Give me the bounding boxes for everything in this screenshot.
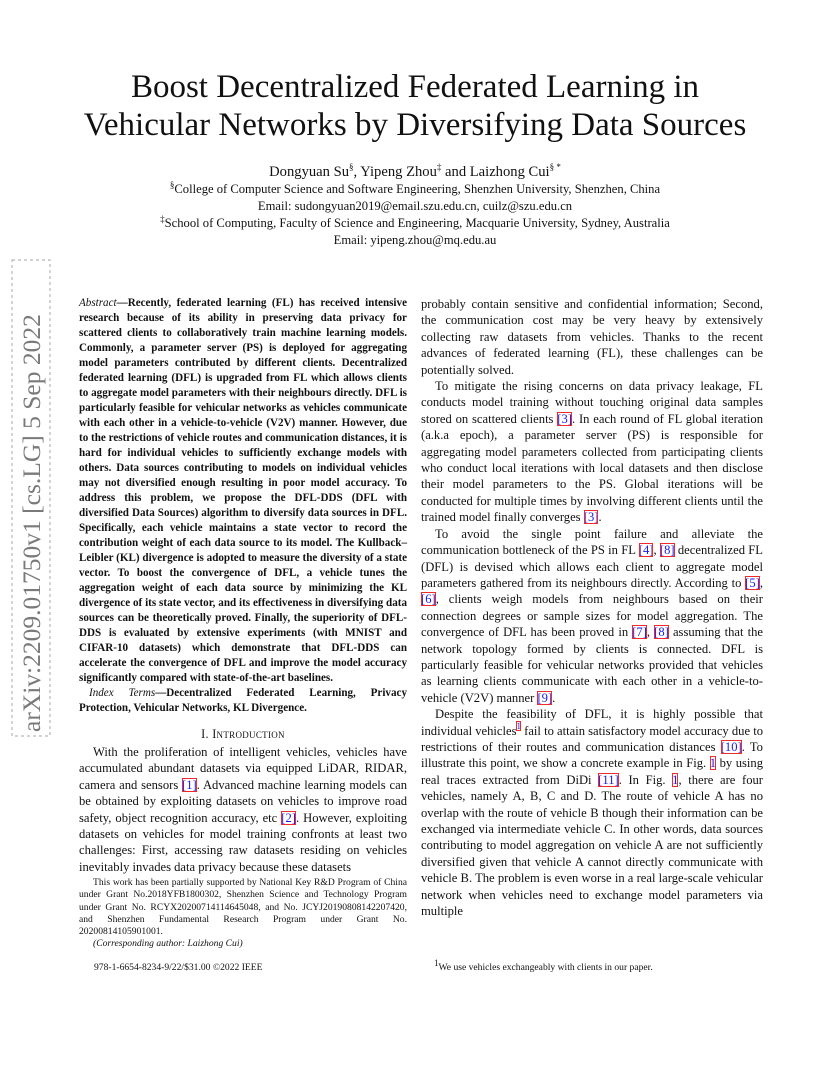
abstract-label: Abstract <box>79 297 117 309</box>
email-1: Email: sudongyuan2019@email.szu.edu.cn, cuilz@szu.edu.cn <box>257 199 573 213</box>
abstract <box>79 296 407 686</box>
title-line-1: Boost Decentralized Federated Learning in <box>130 69 700 105</box>
index-terms-label: Index Terms <box>89 687 156 699</box>
citation-link[interactable]: [3] <box>583 510 599 525</box>
citation-link[interactable]: [10] <box>720 739 742 754</box>
citation-link[interactable]: [8] <box>659 543 675 558</box>
author-list: Dongyuan Su§, Yipeng Zhou‡ and Laizhong Cui§ * <box>269 162 561 180</box>
section-heading-introduction: I. Introduction <box>201 727 285 741</box>
citation-link[interactable]: [6] <box>421 592 436 607</box>
citation-link[interactable]: [1] <box>182 777 197 792</box>
affiliation-2: ‡School of Computing, Faculty of Science and Engineering, Macquarie University, Sydney, Australia <box>160 213 670 230</box>
title-line-2: Vehicular Networks by Diversifying Data Sources <box>83 107 747 143</box>
figure-link[interactable]: 1 <box>709 756 717 771</box>
intro-paragraph-3: To avoid the single point failure and alleviate the communication bottleneck of the PS in FL [4], [8] decentralized FL (DFL) is devised which allows each client to aggregate model parameters gathered from its neighbours directly. According to [5], [6], clients weigh models from neighbours based on their connection degrees or sample sizes for model aggregation. The convergence of DFL has been proved in [7], [8] assuming that the network topology formed by clients is connected. DFL is particularly feasible for vehicular networks provided that vehicles as learning clients communicate with each other in a vehicle-to-vehicle (V2V) manner [9]. <box>421 526 763 705</box>
figure-link[interactable]: 1 <box>672 772 679 787</box>
intro-paragraph-2: To mitigate the rising concerns on data privacy leakage, FL conducts model training without touching original data samples stored on scattered clients [3]. In each round of FL global iteration (a.k.a epoch), a parameter server (PS) is responsible for aggregating model parameters collected from participating clients who conduct local iterations with local datasets and then disclose their model parameters to the PS. Global iterations will be conducted for multiple times by involving different clients until the trained model finally converges [3]. <box>421 379 763 525</box>
abstract-body: —Recently, federated learning (FL) has received intensive research because of its ability in preserving data privacy for scattered clients to collaboratively train machine learning models. Commonly, a parameter server (PS) is deployed for aggregating model parameters contributed by different clients. Decentralized federated learning (DFL) is upgraded from FL which allows clients to aggregate model parameters with their neighbours directly. DFL is particularly feasible for vehicular networks as vehicles communicate with each other in a vehicle-to-vehicle (V2V) manner. However, due to the restrictions of vehicle routes and communication distances, it is hard for individual vehicles to sufficiently exchange models with others. Data sources contributing to models on individual vehicles may not diversified enough resulting in poor model accuracy. To address this problem, we propose the DFL-DDS (DFL with diversified Data Sources) algorithm to diversify data sources in DFL. Specifically, each vehicle maintains a state vector to record the contribution weight of each data source to its model. The Kullback–Leibler (KL) divergence is adopted to measure the diversity of a state vector. To boost the convergence of DFL, a vehicle tunes the aggregation weight of each data source by minimizing the KL divergence of its state vector, and its effectiveness in diversifying data sources can be theoretically proved. Finally, the superiority of DFL-DDS is evaluated by extensive experiments (with MNIST and CIFAR-10 datasets) which demonstrate that DFL-DDS can accelerate the convergence of DFL and improve the model accuracy significantly compared with state-of-the-art baselines. <box>79 297 407 684</box>
citation-link[interactable]: [8] <box>654 625 669 640</box>
left-column <box>79 296 407 875</box>
citation-link[interactable]: [3] <box>557 411 572 426</box>
corresponding-author: (Corresponding author: Laizhong Cui) <box>93 938 243 950</box>
intro-paragraph-4: Despite the feasibility of DFL, it is highly possible that individual vehicles$^1$ fail to attain satisfactory model accuracy due to restrictions of their routes and communication distances [10]. To illustrate this point, we show a concrete example in Fig. 1 by using real traces extracted from DiDi [11]. In Fig. 1, there are four vehicles, namely A, B, C and D. The route of vehicle A has no overlap with the route of vehicle B though their information can be exchanged via intermediate vehicle C. In other words, data sources contributing to model aggregation on vehicle A are not sufficiently diversified given that vehicle A cannot directly communicate with vehicle B. The problem is even worse in a real large-scale vehicular network when vehicles need to exchange model parameters via multiple <box>421 707 763 919</box>
isbn-copyright: 978-1-6654-8234-9/22/$31.00 ©2022 IEEE <box>94 962 263 973</box>
citation-link[interactable]: [11] <box>598 772 619 787</box>
arxiv-identifier[interactable] <box>10 258 52 738</box>
citation-link[interactable]: [2] <box>281 810 296 825</box>
right-column <box>421 296 763 919</box>
citation-link[interactable]: [5] <box>745 575 760 590</box>
index-terms-body: —Decentralized Federated Learning, Privacy Protection, Vehicular Networks, KL Divergence. <box>79 687 407 714</box>
affiliation-1: §College of Computer Science and Software Engineering, Shenzhen University, Shenzhen, China <box>169 179 661 196</box>
citation-link[interactable]: [4] <box>638 543 654 558</box>
arxiv-identifier-text: arXiv:2209.01750v1 [cs.LG] 5 Sep 2022 <box>17 314 46 732</box>
citation-link[interactable]: [9] <box>537 690 553 705</box>
paper-title <box>40 68 790 144</box>
intro-paragraph-1: With the proliferation of intelligent vehicles, vehicles have accumulated abundant datasets via equipped LiDAR, RIDAR, camera and sensors [1]. Advanced machine learning models can be obtained by exploiting datasets on vehicles to improve road safety, object recognition accuracy, etc [2]. However, exploiting datasets on vehicles for model training confronts at least two challenges: First, accessing raw datasets residing on vehicles inevitably invades data privacy because these datasets <box>79 745 407 874</box>
footnote-link[interactable]: 1 <box>516 721 521 732</box>
funding-text: This work has been partially supported by National Key R&D Program of China under Grant No.2018YFB1800302, Shenzhen Science and Technology Program under Grant No. RCYX20200714114645048, and No. JCYJ20190808142207420, and Shenzhen Fundamental Research Program under Grant No. 20200814105901001. <box>79 877 407 938</box>
funding-footnote <box>79 877 407 951</box>
intro-paragraph-1-cont: probably contain sensitive and confidential information; Second, the communication cost may be very heavy by extensively collecting raw datasets from vehicles. Thanks to the recent advances of federated learning (FL), these challenges can be potentially solved. <box>421 297 763 377</box>
index-terms <box>79 686 407 716</box>
citation-link[interactable]: [7] <box>632 625 647 640</box>
footnote-1: $^1$We use vehicles exchangeably with clients in our paper. <box>434 957 653 973</box>
email-2: Email: yipeng.zhou@mq.edu.au <box>333 233 497 247</box>
